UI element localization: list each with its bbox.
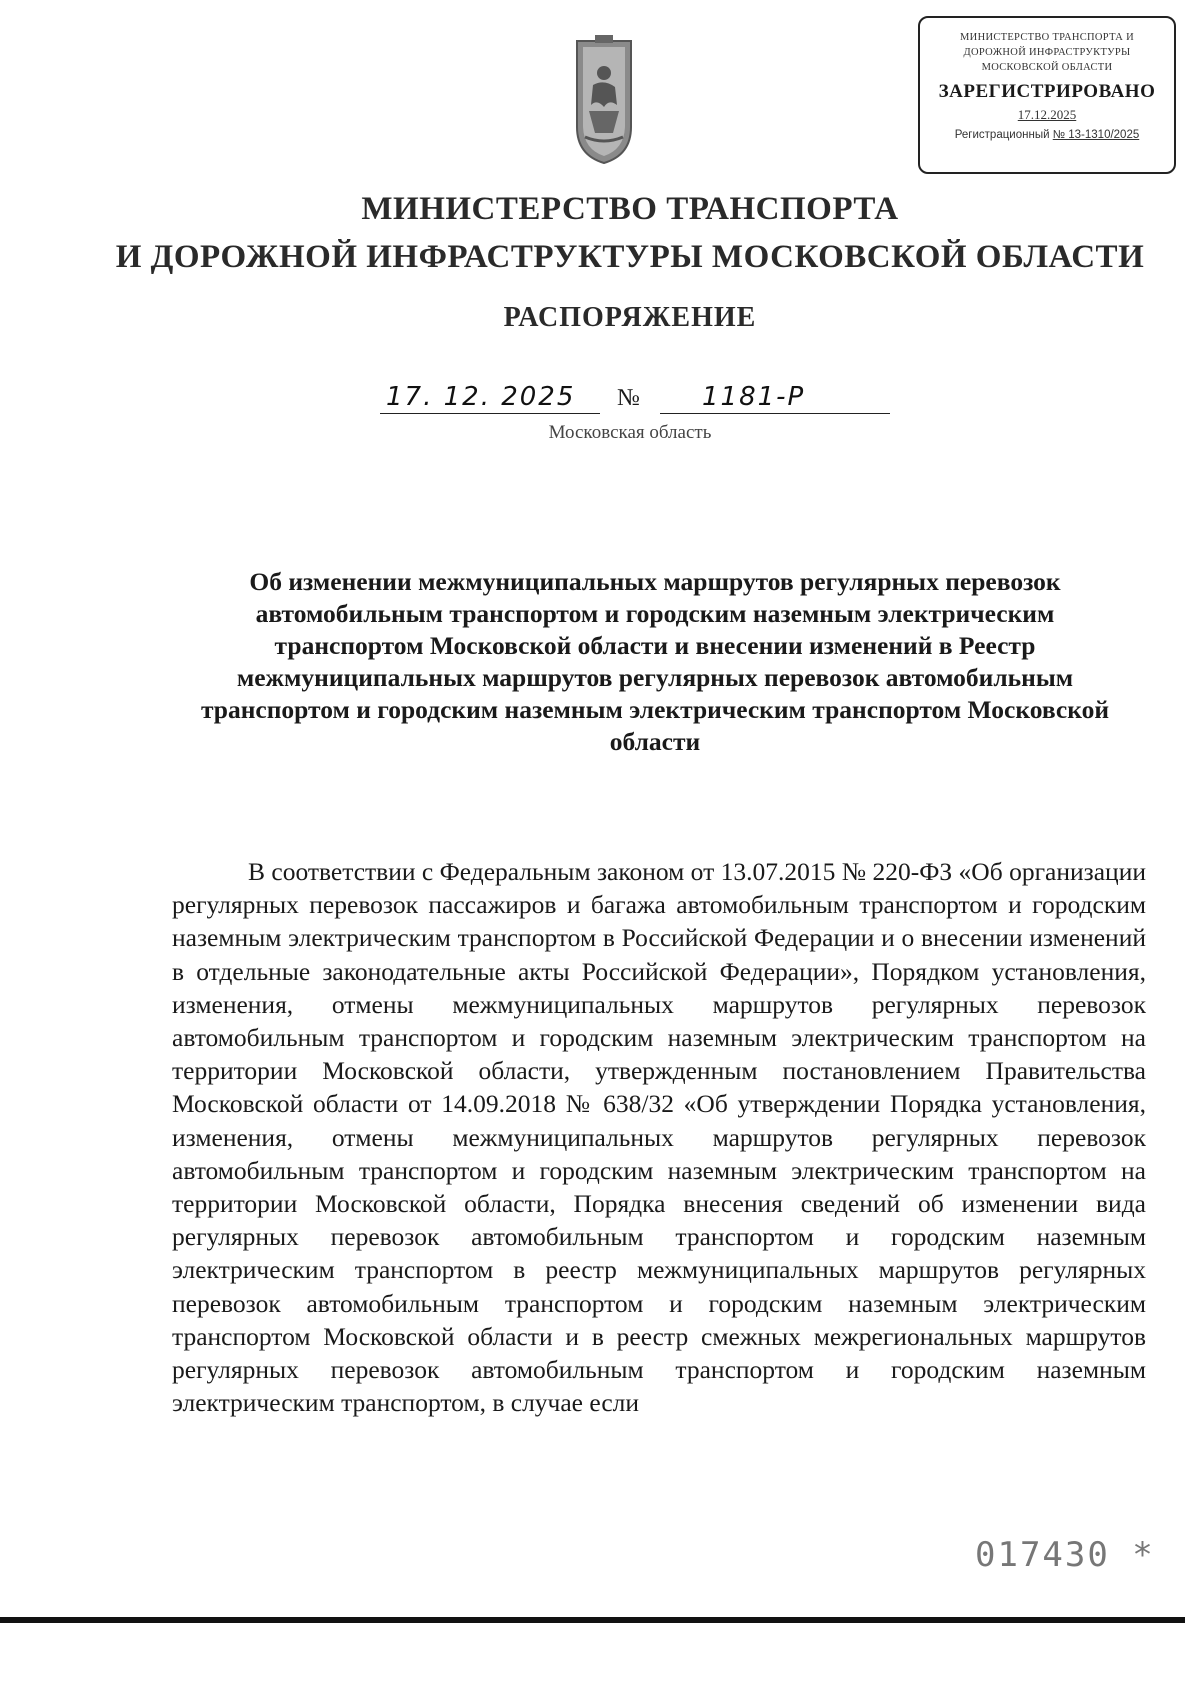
ministry-header <box>60 185 1200 281</box>
handwritten-number: 1181-Р <box>702 382 806 412</box>
place-of-issue: Московская область <box>548 422 712 443</box>
number-sign: № <box>617 385 640 411</box>
handwritten-date: 17. 12. 2025 <box>386 382 576 412</box>
date-underline <box>380 413 600 414</box>
stamp-organization: МИНИСТЕРСТВО ТРАНСПОРТА И ДОРОЖНОЙ ИНФРАСТРУКТУРЫ МОСКОВСКОЙ ОБЛАСТИ <box>960 32 1134 73</box>
ministry-line-1: МИНИСТЕРСТВО ТРАНСПОРТА <box>361 191 899 227</box>
document-type: РАСПОРЯЖЕНИЕ <box>503 302 757 333</box>
serial-number: 017430 * <box>975 1535 1155 1575</box>
stamp-status: ЗАРЕГИСТРИРОВАНО <box>938 81 1156 102</box>
scan-edge-line <box>0 1617 1185 1623</box>
document-subject: Об изменении межмуниципальных маршрутов регулярных перевозок автомобильным транспортом и городским наземным электрическим транспортом Московской области и внесении изменений в Реестр межмуниципальных маршрутов регулярных перевозок автомобильным транспортом и городским наземным электрическим транспортом Московской области <box>200 567 1110 756</box>
stamp-reg-number: № 13-1310/2025 <box>1052 129 1140 141</box>
stamp-date: 17.12.2025 <box>1017 107 1077 122</box>
number-underline <box>660 413 890 414</box>
ministry-line-2: И ДОРОЖНОЙ ИНФРАСТРУКТУРЫ МОСКОВСКОЙ ОБЛАСТИ <box>115 239 1145 275</box>
stamp-reg-label: Регистрационный <box>954 129 1050 141</box>
body-paragraph: В соответствии с Федеральным законом от 13.07.2015 № 220-ФЗ «Об организации регулярных перевозок пассажиров и багажа автомобильным транспортом и городским наземным электрическим транспортом в Российской Федерации и о внесении изменений в отдельные законодательные акты Российской Федерации», Порядком установления, изменения, отмены межмуниципальных маршрутов регулярных перевозок автомобильным транспортом и городским наземным электрическим транспортом на территории Московской области, утвержденным постановлением Правительства Московской области от 14.09.2018 № 638/32 «Об утверждении Порядка установления, изменения, отмены межмуниципальных маршрутов регулярных перевозок автомобильным транспортом и городским наземным электрическим транспортом на территории Московской области, Порядка внесения сведений об изменении вида регулярных перевозок автомобильным транспортом и городским наземным электрическим транспортом в реестр межмуниципальных маршрутов регулярных перевозок автомобильным транспортом и городским наземным электрическим транспортом Московской области и в реестр смежных межрегиональных маршрутов регулярных перевозок автомобильным транспортом и городским наземным электрическим транспортом, в случае если <box>172 857 1146 1418</box>
stamp-registration <box>920 129 1174 141</box>
date-number-line <box>380 378 890 414</box>
coat-of-arms-emblem <box>573 35 635 183</box>
registration-stamp <box>918 16 1176 174</box>
